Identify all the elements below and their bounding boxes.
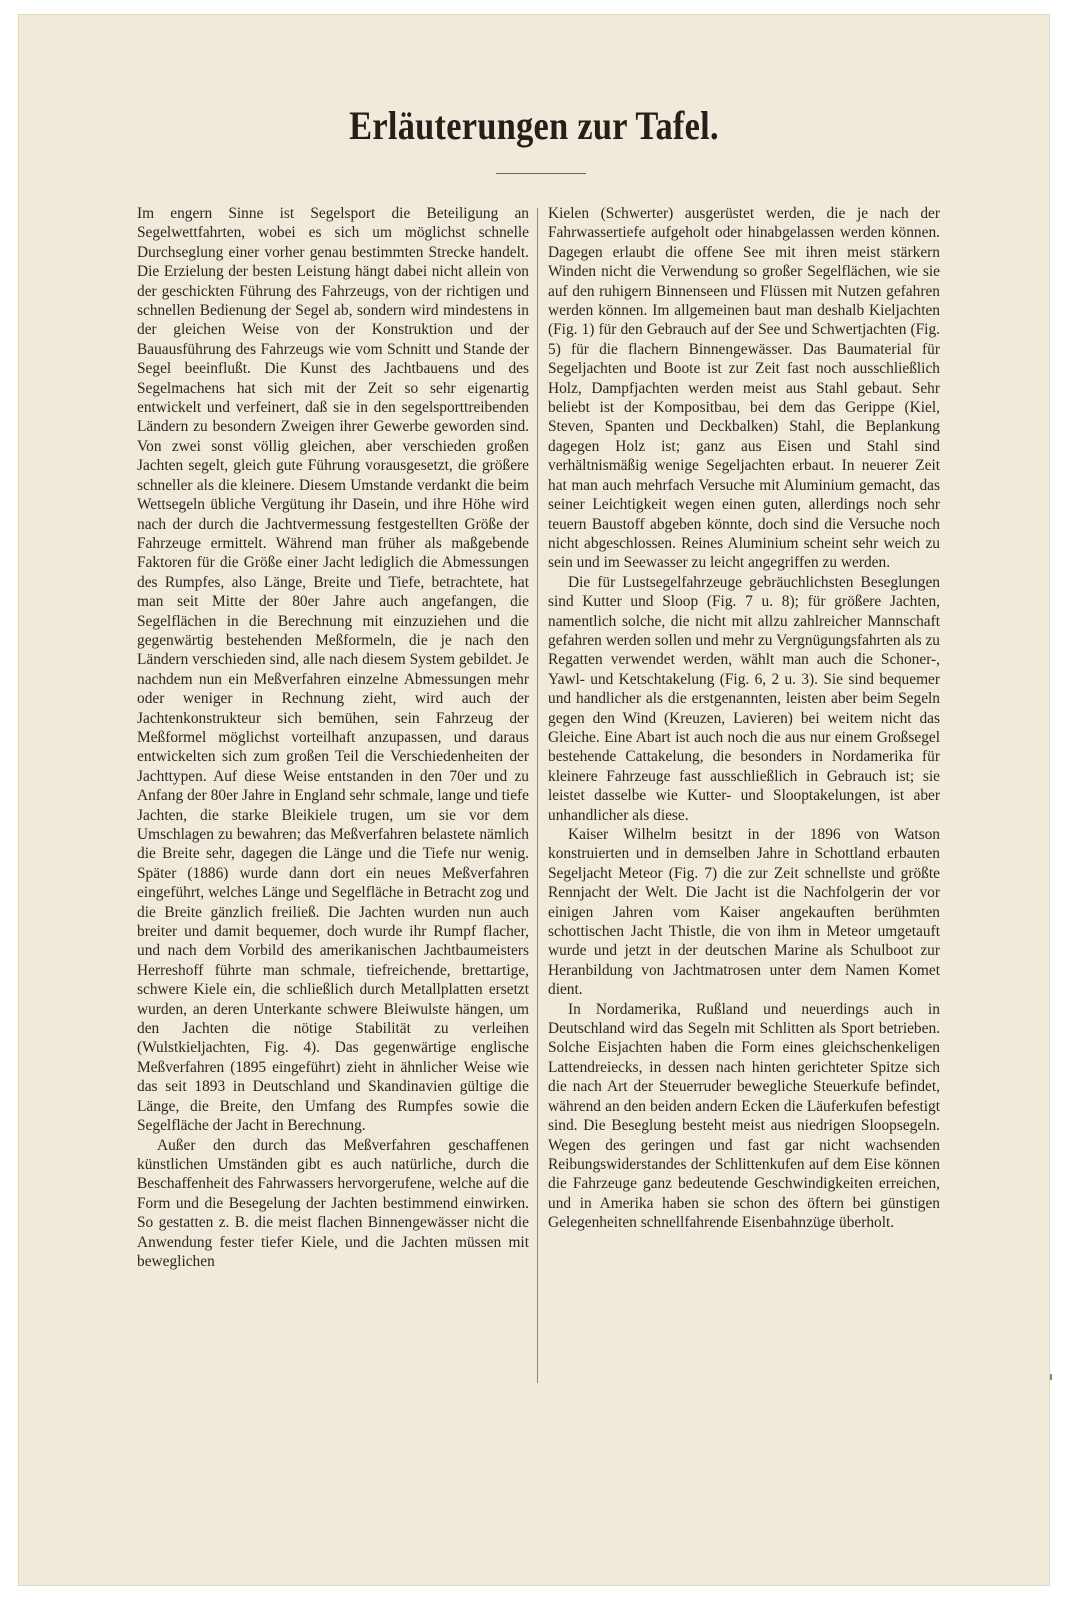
left-column (137, 204, 529, 1271)
paragraph: Kaiser Wilhelm besitzt in der 1896 von Watson konstruierten und in demselben Jahre in Schottland erbauten Segeljacht Meteor (Fig. 7) die zur Zeit schnellste und größte Rennjacht der Welt. Die Jacht ist die Nachfolgerin der vor einigen Jahren vom Kaiser angekauften berühmten schottischen Jacht Thistle, die von ihm in Meteor umgetauft wurde und jetzt in der deutschen Marine als Schulboot zur Heranbildung von Jachtmatrosen unter dem Namen Komet dient. (548, 826, 940, 999)
paragraph: Im engern Sinne ist Segelsport die Beteiligung an Segelwettfahrten, wobei es sich um möglichst schnelle Durchseglung einer vorher genau bestimmten Strecke handelt. Die Erzielung der besten Leistung hängt dabei nicht allein von der geschickten Führung des Fahrzeugs, von der richtigen und schnellen Bedienung der Segel ab, sondern wird mindestens in der gleichen Weise von der Konstruktion und der Bauausführung des Fahrzeugs wie vom Schnitt und Stande der Segel beeinflußt. Die Kunst des Jachtbauens und des Segelmachens hat sich mit der Zeit so sehr eigenartig entwickelt und verfeinert, daß sie in den segelsporttreibenden Ländern zu besondern Zweigen ihrer Gewerbe geworden sind. Von zwei sonst völlig gleichen, aber verschieden großen Jachten segelt, gleich gute Führung vorausgesetzt, die größere schneller als die kleinere. Diesem Umstande verdankt die beim Wettsegeln übliche Vergütung ihr Dasein, und ihre Höhe wird nach der durch die Jachtvermessung festgestellten Größe der Fahrzeuge ermittelt. Während man früher als maßgebende Faktoren für die Größe einer Jacht lediglich die Abmessungen des Rumpfes, also Länge, Breite und Tiefe, betrachtete, hat man seit Mitte der 80er Jahre auch angefangen, die Segelflächen in die Berechnung mit einzuziehen und die gegenwärtig bestehenden Meßformeln, die je nach den Ländern verschieden sind, alle nach diesem System gebildet. Je nachdem nun ein Meßverfahren einzelne Abmessungen mehr oder weniger in Rechnung zieht, wird auch der Jachtenkonstrukteur sich bemühen, sein Fahrzeug der Meßformel möglichst vorteilhaft anzupassen, und daraus entwickelten sich zum großen Teil die Verschiedenheiten der Jachttypen. Auf diese Weise entstanden in den 70er und zu Anfang der 80er Jahre in England sehr schmale, lange und tiefe Jachten, die starke Bleikiele trugen, um sie vor dem Umschlagen zu bewahren; das Meßverfahren belastete nämlich die Breite sehr, dagegen die Länge und die Tiefe nur wenig. Später (1886) wurde dann dort ein neues Meßverfahren eingeführt, welches Länge und Segelfläche in Betracht zog und die Breite gänzlich freiließ. Die Jachten wurden nun auch breiter und damit bequemer, doch wurde ihr Rumpf flacher, und nach dem Vorbild des amerikanischen Jachtbaumeisters Herreshoff führte man schmale, tiefreichende, brettartige, schwere Kiele ein, die schließlich durch Metallplatten ersetzt wurden, an deren Unterkante schwere Bleiwulste hängen, um den Jachten die nötige Stabilität zu verleihen (Wulstkieljachten, Fig. 4). Das gegenwärtige englische Meßverfahren (1895 eingeführt) zieht in ähnlicher Weise wie das seit 1893 in Deutschland und Skandinavien gültige die Länge, die Breite, den Umfang des Rumpfes sowie die Segelfläche der Jacht in Berechnung. (137, 205, 529, 1135)
page-title: Erläuterungen zur Tafel. (349, 103, 719, 148)
right-column (548, 204, 940, 1233)
paragraph: Außer den durch das Meßverfahren geschaffenen künstlichen Umständen gibt es auch natürliche, durch die Beschaffenheit des Fahrwassers hervorgerufene, welche auf die Form und die Besegelung der Jachten bestimmend einwirken. So gestatten z. B. die meist flachen Binnengewässer nicht die Anwendung fester tiefer Kiele, und die Jachten müssen mit beweglichen (137, 1136, 529, 1270)
column-divider (537, 208, 538, 1383)
paragraph: Kielen (Schwerter) ausgerüstet werden, die je nach der Fahrwassertiefe aufgeholt oder hinabgelassen werden können. Dagegen erlaubt die offene See mit ihren meist stärkern Winden nicht die Verwendung so großer Segelflächen, wie sie auf den ruhigern Binnenseen und Flüssen mit Nutzen gefahren werden können. Im allgemeinen baut man deshalb Kieljachten (Fig. 1) für den Gebrauch auf der See und Schwertjachten (Fig. 5) für die flachern Binnengewässer. Das Baumaterial für Segeljachten und Boote ist zur Zeit fast noch ausschließlich Holz, Dampfjachten werden meist aus Stahl gebaut. Sehr beliebt ist der Kompositbau, bei dem das Gerippe (Kiel, Steven, Spanten und Deckbalken) Stahl, die Beplankung dagegen Holz ist; ganz aus Eisen und Stahl sind verhältnismäßig wenige Segeljachten erbaut. In neuerer Zeit hat man auch mehrfach Versuche mit Aluminium gemacht, das seiner Leichtigkeit wegen einen guten, allerdings noch sehr teuern Baustoff abgeben könnte, doch sind die Versuche noch nicht abgeschlossen. Reines Aluminium scheint sehr weich zu sein und im Seewasser zu leicht angegriffen zu werden. (548, 205, 940, 572)
paragraph: Die für Lustsegelfahrzeuge gebräuchlichsten Beseglungen sind Kutter und Sloop (Fig. 7 u. 8); für größere Jachten, namentlich solche, die nicht mit allzu zahlreicher Mannschaft gefahren werden sollen und mehr zu Vergnügungsfahrten als zu Regatten verwendet werden, wählt man auch die Schoner-, Yawl- und Ketschtakelung (Fig. 6, 2 u. 3). Sie sind bequemer und handlicher als die erstgenannten, leisten aber beim Segeln gegen den Wind (Kreuzen, Lavieren) bei weitem nicht das Gleiche. Eine Abart ist auch noch die aus nur einem Großsegel bestehende Cattakelung, die besonders in Nordamerika für kleinere Fahrzeuge fast ausschließlich in Gebrauch ist; sie leistet dasselbe wie Kutter- und Slooptakelungen, ist aber unhandlicher als diese. (548, 573, 940, 824)
title-rule (496, 173, 586, 174)
margin-mark (1050, 1374, 1052, 1380)
paragraph: In Nordamerika, Rußland und neuerdings auch in Deutschland wird das Segeln mit Schlitten als Sport betrieben. Solche Eisjachten haben die Form eines gleichschenkeligen Lattendreiecks, in dessen nach hinten gerichteter Spitze sich die nach Art der Steuerruder bewegliche Steuerkufe befindet, während an den beiden andern Ecken die Läuferkufen befestigt sind. Die Beseglung besteht meist aus niedrigen Sloopsegeln. Wegen des geringen und fast gar nicht wachsenden Reibungswiderstandes der Schlittenkufen auf dem Eise können die Fahrzeuge ganz bedeutende Geschwindigkeiten erreichen, und in Amerika haben sie schon des öftern bei günstigen Gelegenheiten schnellfahrende Eisenbahnzüge überholt. (548, 1000, 940, 1232)
